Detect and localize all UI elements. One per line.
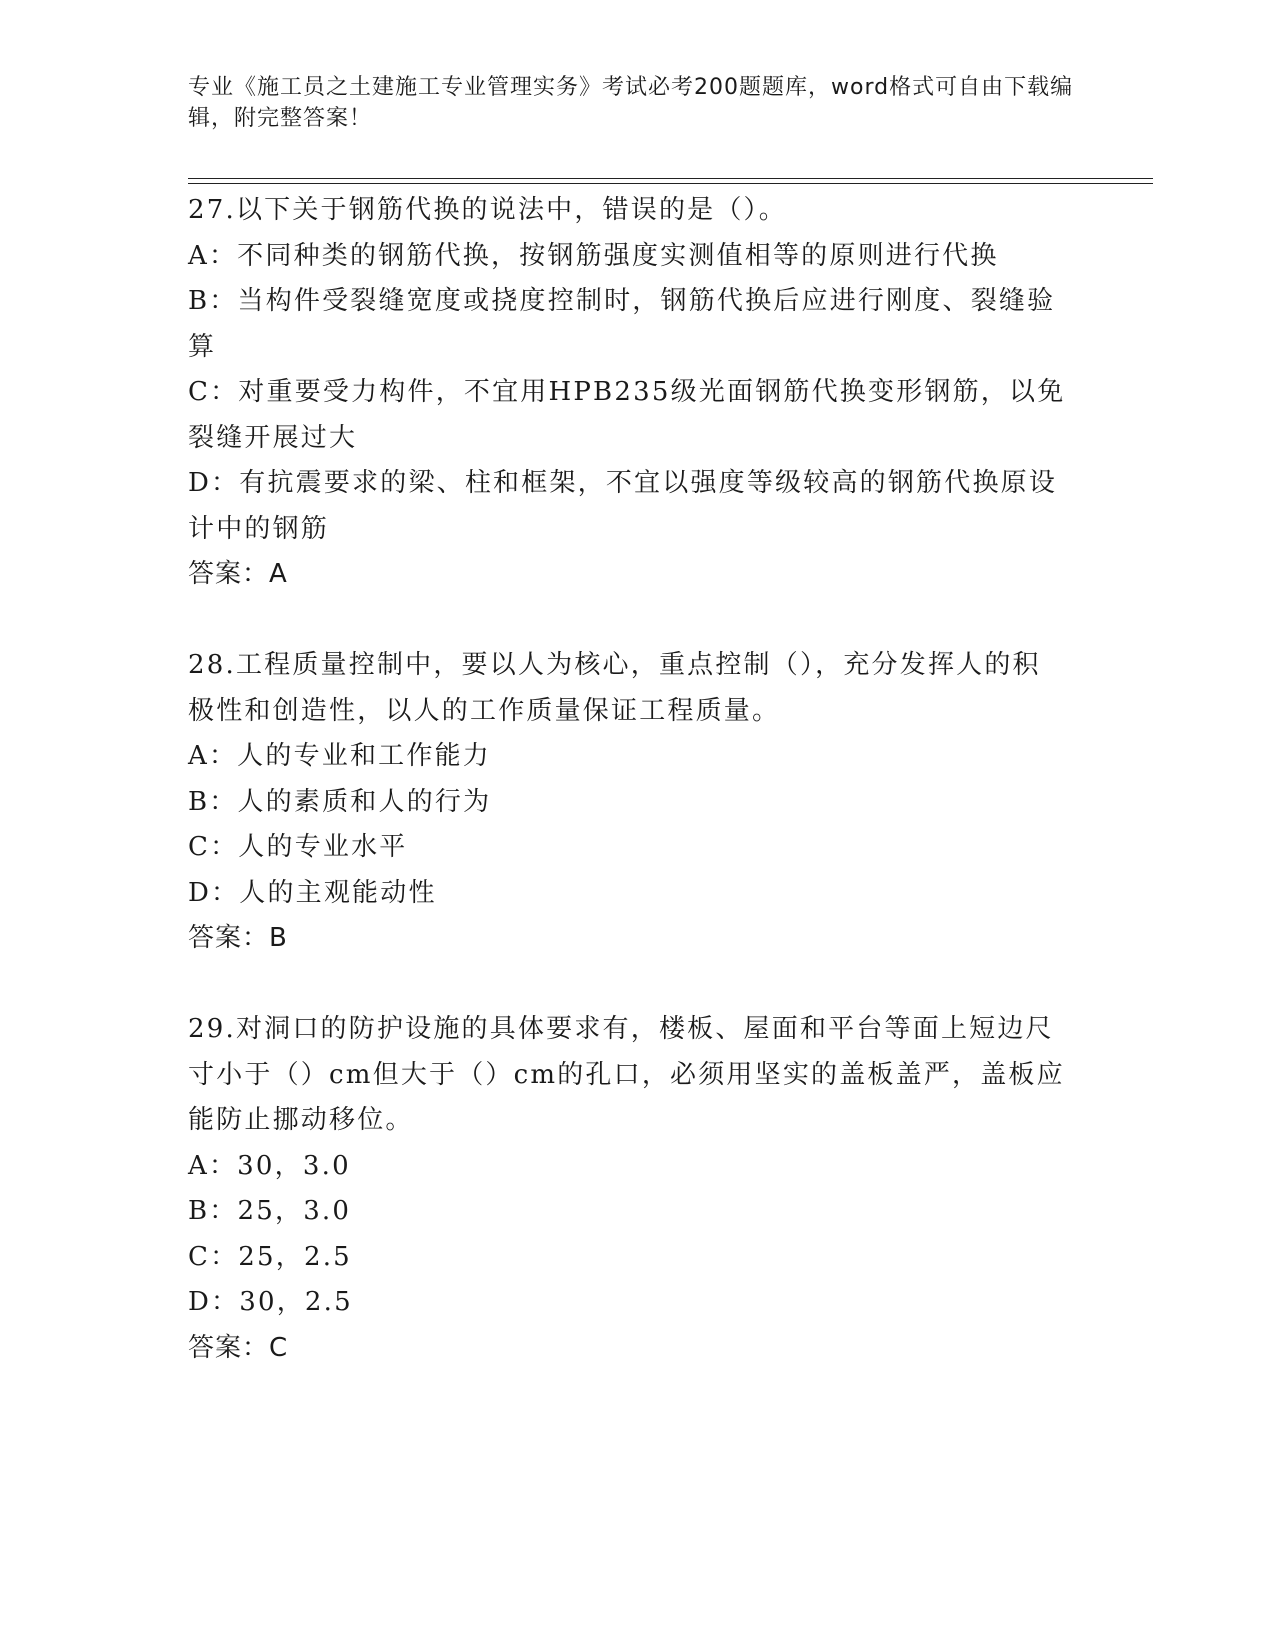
answer: 答案：C <box>188 1332 289 1363</box>
option-a: A：人的专业和工作能力 <box>188 741 491 771</box>
question-gap <box>188 962 1068 1008</box>
answer: 答案：A <box>188 559 288 589</box>
question-29 <box>188 1007 1068 1371</box>
answer: 答案：B <box>188 923 288 953</box>
option-d: D：人的主观能动性 <box>188 877 437 908</box>
option-d: D：30，2.5 <box>188 1287 353 1317</box>
question-gap <box>188 598 1068 644</box>
option-b: B：当构件受裂缝宽度或挠度控制时，钢筋代换后应进行刚度、裂缝验算 <box>188 286 1056 362</box>
header-rule-top <box>188 178 1153 179</box>
question-stem: 29.对洞口的防护设施的具体要求有，楼板、屋面和平台等面上短边尺寸小于（）cm但大于（）cm的孔口，必须用坚实的盖板盖严，盖板应能防止挪动移位。 <box>188 1014 1065 1135</box>
option-b: B：人的素质和人的行为 <box>188 786 492 817</box>
option-c: C：对重要受力构件，不宜用HPB235级光面钢筋代换变形钢筋，以免裂缝开展过大 <box>188 377 1066 453</box>
option-c: C：25，2.5 <box>188 1241 352 1272</box>
question-27 <box>188 188 1068 598</box>
page-header: 专业《施工员之土建施工专业管理实务》考试必考200题题库，word格式可自由下载编辑，附完整答案！ <box>188 75 1074 131</box>
option-a: A：30，3.0 <box>188 1150 351 1181</box>
option-d: D：有抗震要求的梁、柱和框架，不宜以强度等级较高的钢筋代换原设计中的钢筋 <box>188 468 1058 544</box>
option-a: A：不同种类的钢筋代换，按钢筋强度实测值相等的原则进行代换 <box>188 240 999 271</box>
option-b: B：25，3.0 <box>188 1196 352 1226</box>
question-list <box>188 188 1068 1371</box>
header-rule-bottom <box>188 183 1153 184</box>
question-stem: 28.工程质量控制中，要以人为核心，重点控制（），充分发挥人的积极性和创造性，以人的工作质量保证工程质量。 <box>188 650 1041 726</box>
question-stem: 27.以下关于钢筋代换的说法中，错误的是（）。 <box>188 195 787 225</box>
question-28 <box>188 643 1068 962</box>
option-c: C：人的专业水平 <box>188 832 408 862</box>
